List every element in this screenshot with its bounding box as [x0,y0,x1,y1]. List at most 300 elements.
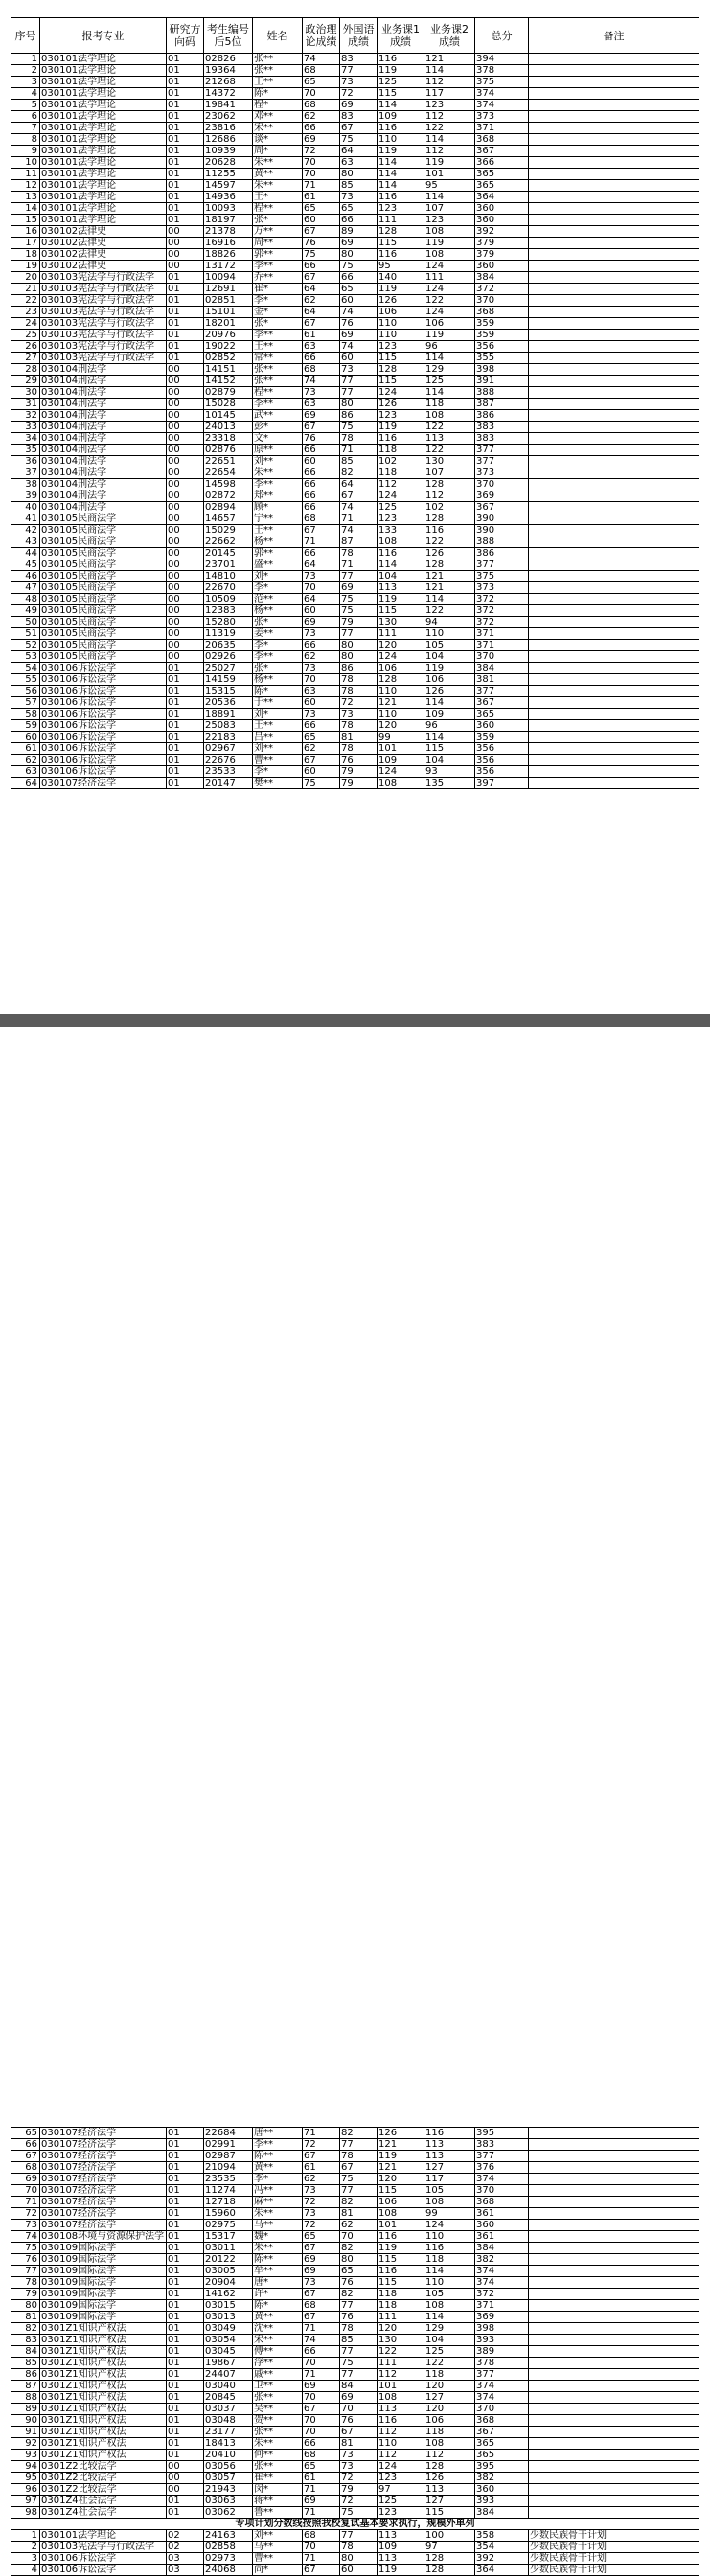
cell-total-score: 360 [475,261,529,272]
cell-foreign-language-score: 65 [340,203,378,215]
cell-foreign-language-score: 77 [340,387,378,399]
cell-name: 宁** [253,513,303,525]
cell-direction-code: 01 [167,192,204,203]
cell-total-score: 370 [475,651,529,663]
cell-politics-score: 70 [303,2392,340,2404]
cell-foreign-language-score: 69 [340,2392,378,2404]
cell-politics-score: 66 [303,123,340,134]
cell-subject2-score: 118 [424,2254,475,2266]
cell-major: 030107经济法学 [40,2220,167,2231]
cell-direction-code: 00 [167,525,204,536]
document-page-2 [0,1027,710,2575]
cell-index: 54 [11,663,40,674]
cell-subject2-score: 122 [424,123,475,134]
cell-total-score: 371 [475,2300,529,2312]
cell-foreign-language-score: 77 [340,571,378,582]
cell-subject1-score: 125 [378,77,424,88]
cell-index: 64 [11,778,40,789]
cell-remark [529,686,699,697]
table-row [11,123,699,134]
cell-subject1-score: 106 [378,2197,424,2208]
cell-index: 14 [11,203,40,215]
cell-exam-id: 14152 [204,376,253,387]
cell-subject1-score: 116 [378,123,424,134]
cell-total-score: 372 [475,2289,529,2300]
cell-exam-id: 11274 [204,2185,253,2197]
cell-direction-code: 00 [167,479,204,490]
cell-exam-id: 12686 [204,134,253,146]
cell-total-score: 377 [475,2369,529,2381]
table-row [11,594,699,605]
cell-remark [529,456,699,467]
cell-foreign-language-score: 81 [340,2438,378,2450]
cell-exam-id: 12691 [204,284,253,295]
cell-major: 030106诉讼法学 [40,743,167,755]
cell-exam-id: 02975 [204,2220,253,2231]
cell-index: 52 [11,640,40,651]
cell-foreign-language-score: 78 [340,548,378,559]
cell-index: 19 [11,261,40,272]
cell-total-score: 372 [475,284,529,295]
cell-name: 李* [253,766,303,778]
cell-exam-id: 14598 [204,479,253,490]
cell-direction-code: 01 [167,2323,204,2335]
cell-politics-score: 70 [303,169,340,180]
cell-direction-code: 01 [167,697,204,709]
cell-name: 张** [253,65,303,77]
cell-direction-code: 01 [167,2266,204,2277]
cell-exam-id: 02879 [204,387,253,399]
cell-remark [529,536,699,548]
cell-direction-code: 01 [167,2220,204,2231]
cell-name: 王** [253,525,303,536]
cell-remark [529,732,699,743]
cell-remark [529,65,699,77]
table-row [11,2553,699,2565]
table-row [11,2496,699,2507]
cell-direction-code: 00 [167,422,204,433]
cell-foreign-language-score: 74 [340,502,378,513]
cell-index: 2 [11,65,40,77]
table-row [11,2438,699,2450]
cell-subject2-score: 112 [424,2450,475,2461]
cell-remark [529,295,699,307]
cell-index: 32 [11,410,40,422]
cell-politics-score: 66 [303,548,340,559]
cell-total-score: 373 [475,582,529,594]
cell-foreign-language-score: 80 [340,2254,378,2266]
cell-foreign-language-score: 85 [340,180,378,192]
cell-subject1-score: 121 [378,2139,424,2151]
cell-remark [529,169,699,180]
cell-exam-id: 14597 [204,180,253,192]
cell-subject2-score: 108 [424,2438,475,2450]
cell-subject2-score: 113 [424,2484,475,2496]
cell-subject2-score: 121 [424,582,475,594]
table-row [11,2151,699,2162]
cell-major: 030107经济法学 [40,2197,167,2208]
cell-total-score: 372 [475,617,529,628]
cell-subject1-score: 109 [378,755,424,766]
cell-total-score: 378 [475,2358,529,2369]
cell-subject2-score: 115 [424,743,475,755]
cell-index: 44 [11,548,40,559]
table-row [11,249,699,261]
table-row [11,536,699,548]
cell-total-score: 359 [475,318,529,330]
cell-subject1-score: 130 [378,617,424,628]
cell-foreign-language-score: 60 [340,353,378,364]
cell-politics-score: 60 [303,697,340,709]
cell-exam-id: 15960 [204,2208,253,2220]
cell-index: 45 [11,559,40,571]
cell-total-score: 398 [475,364,529,376]
cell-politics-score: 67 [303,272,340,284]
cell-direction-code: 01 [167,743,204,755]
cell-major: 030101法学理论 [40,192,167,203]
table-row [11,513,699,525]
cell-direction-code: 01 [167,2369,204,2381]
table-row [11,2277,699,2289]
cell-remark [529,330,699,341]
cell-major: 030101法学理论 [40,65,167,77]
cell-politics-score: 66 [303,2438,340,2450]
cell-major: 030101法学理论 [40,180,167,192]
cell-name: 吴** [253,2404,303,2415]
table-row [11,2392,699,2404]
cell-major: 030109国际法学 [40,2277,167,2289]
cell-subject2-score: 126 [424,548,475,559]
cell-major: 0301Z2比较法学 [40,2484,167,2496]
cell-major: 030102法律史 [40,261,167,272]
cell-foreign-language-score: 78 [340,2542,378,2553]
cell-politics-score: 68 [303,100,340,111]
cell-name: 李* [253,295,303,307]
cell-remark [529,2243,699,2254]
cell-exam-id: 11255 [204,169,253,180]
cell-name: 张* [253,318,303,330]
table-row [11,617,699,628]
cell-remark [529,272,699,284]
cell-exam-id: 18197 [204,215,253,226]
table-row [11,399,699,410]
cell-major: 030104刑法学 [40,502,167,513]
cell-index: 1 [11,2530,40,2542]
cell-total-score: 386 [475,548,529,559]
header-direction-code: 研究方向码 [167,18,204,54]
cell-index: 88 [11,2392,40,2404]
cell-exam-id: 23177 [204,2427,253,2438]
cell-politics-score: 74 [303,376,340,387]
cell-total-score: 369 [475,2312,529,2323]
cell-foreign-language-score: 75 [340,605,378,617]
cell-exam-id: 12718 [204,2197,253,2208]
cell-remark [529,2496,699,2507]
cell-subject1-score: 124 [378,387,424,399]
table-row [11,559,699,571]
cell-major: 030103宪法学与行政法学 [40,295,167,307]
cell-total-score: 359 [475,330,529,341]
cell-politics-score: 61 [303,2473,340,2484]
table-row [11,54,699,65]
cell-remark [529,605,699,617]
cell-subject2-score: 118 [424,399,475,410]
cell-politics-score: 60 [303,766,340,778]
cell-remark [529,2277,699,2289]
table-row [11,2461,699,2473]
cell-exam-id: 21943 [204,2484,253,2496]
cell-foreign-language-score: 62 [340,2220,378,2231]
cell-politics-score: 64 [303,559,340,571]
cell-subject2-score: 112 [424,111,475,123]
cell-politics-score: 66 [303,502,340,513]
cell-subject1-score: 110 [378,686,424,697]
cell-politics-score: 69 [303,2496,340,2507]
table-row [11,272,699,284]
cell-total-score: 393 [475,2496,529,2507]
cell-index: 51 [11,628,40,640]
cell-foreign-language-score: 73 [340,2450,378,2461]
cell-foreign-language-score: 73 [340,709,378,720]
cell-index: 90 [11,2415,40,2427]
cell-major: 0301Z1知识产权法 [40,2392,167,2404]
cell-subject2-score: 135 [424,778,475,789]
cell-name: 原** [253,445,303,456]
cell-exam-id: 20845 [204,2392,253,2404]
cell-remark [529,513,699,525]
cell-exam-id: 03015 [204,2300,253,2312]
cell-remark [529,2381,699,2392]
cell-direction-code: 01 [167,330,204,341]
cell-subject1-score: 123 [378,513,424,525]
cell-politics-score: 69 [303,2381,340,2392]
cell-name: 杨** [253,605,303,617]
cell-index: 81 [11,2312,40,2323]
cell-politics-score: 64 [303,594,340,605]
cell-index: 7 [11,123,40,134]
cell-exam-id: 15028 [204,399,253,410]
cell-major: 030101法学理论 [40,157,167,169]
table-row [11,65,699,77]
cell-foreign-language-score: 76 [340,2415,378,2427]
cell-exam-id: 02872 [204,490,253,502]
cell-direction-code: 01 [167,54,204,65]
cell-total-score: 390 [475,525,529,536]
cell-foreign-language-score: 78 [340,674,378,686]
cell-subject2-score: 113 [424,2151,475,2162]
cell-politics-score: 68 [303,2300,340,2312]
cell-name: 魏* [253,2231,303,2243]
cell-subject1-score: 114 [378,157,424,169]
cell-index: 74 [11,2231,40,2243]
cell-subject2-score: 122 [424,2358,475,2369]
cell-total-score: 374 [475,100,529,111]
cell-exam-id: 02991 [204,2139,253,2151]
cell-name: 陈* [253,2300,303,2312]
cell-exam-id: 20635 [204,640,253,651]
cell-exam-id: 12383 [204,605,253,617]
cell-name: 刘* [253,571,303,582]
cell-total-score: 370 [475,2404,529,2415]
cell-exam-id: 03049 [204,2323,253,2335]
cell-index: 66 [11,2139,40,2151]
cell-remark [529,2128,699,2139]
cell-major: 030107经济法学 [40,778,167,789]
cell-politics-score: 68 [303,65,340,77]
table-row [11,2208,699,2220]
cell-total-score: 372 [475,594,529,605]
cell-politics-score: 68 [303,2450,340,2461]
cell-direction-code: 01 [167,2300,204,2312]
cell-direction-code: 01 [167,2335,204,2346]
table-row [11,295,699,307]
cell-exam-id: 14151 [204,364,253,376]
header-foreign-language-score: 外国语成绩 [340,18,378,54]
cell-subject1-score: 124 [378,766,424,778]
cell-foreign-language-score: 75 [340,2174,378,2185]
cell-remark [529,146,699,157]
cell-name: 朱** [253,2243,303,2254]
cell-subject2-score: 116 [424,2243,475,2254]
cell-major: 0301Z1知识产权法 [40,2404,167,2415]
table-row [11,2565,699,2576]
cell-subject2-score: 118 [424,2427,475,2438]
cell-direction-code: 01 [167,2312,204,2323]
cell-direction-code: 01 [167,2128,204,2139]
cell-direction-code: 00 [167,513,204,525]
cell-remark [529,582,699,594]
cell-remark [529,364,699,376]
cell-direction-code: 01 [167,2197,204,2208]
cell-subject2-score: 128 [424,2461,475,2473]
cell-exam-id: 03005 [204,2266,253,2277]
cell-remark: 少数民族骨干计划 [529,2542,699,2553]
cell-remark [529,766,699,778]
cell-politics-score: 68 [303,513,340,525]
cell-subject2-score: 114 [424,134,475,146]
cell-remark [529,2151,699,2162]
cell-subject1-score: 124 [378,490,424,502]
table-row [11,376,699,387]
cell-subject2-score: 114 [424,387,475,399]
cell-total-score: 384 [475,272,529,284]
cell-subject1-score: 116 [378,548,424,559]
cell-total-score: 356 [475,755,529,766]
cell-total-score: 381 [475,674,529,686]
table-row [11,364,699,376]
cell-subject2-score: 124 [424,261,475,272]
cell-politics-score: 66 [303,2346,340,2358]
cell-major: 030101法学理论 [40,215,167,226]
cell-name: 谈* [253,134,303,146]
cell-subject2-score: 113 [424,2139,475,2151]
cell-name: 闵* [253,2484,303,2496]
cell-exam-id: 23062 [204,111,253,123]
cell-major: 030104刑法学 [40,399,167,410]
cell-major: 030106诉讼法学 [40,720,167,732]
cell-subject1-score: 116 [378,2415,424,2427]
cell-index: 17 [11,238,40,249]
cell-politics-score: 67 [303,755,340,766]
cell-subject1-score: 108 [378,536,424,548]
cell-subject2-score: 128 [424,559,475,571]
cell-subject1-score: 119 [378,284,424,295]
cell-name: 吕** [253,732,303,743]
cell-major: 030101法学理论 [40,203,167,215]
cell-name: 张** [253,2461,303,2473]
cell-major: 030103宪法学与行政法学 [40,284,167,295]
cell-remark [529,2507,699,2519]
cell-foreign-language-score: 77 [340,2139,378,2151]
cell-direction-code: 01 [167,2392,204,2404]
cell-subject2-score: 117 [424,2174,475,2185]
cell-name: 戚** [253,2369,303,2381]
cell-remark [529,2266,699,2277]
cell-remark [529,88,699,100]
cell-remark [529,640,699,651]
cell-index: 4 [11,88,40,100]
cell-remark [529,663,699,674]
cell-name: 邓** [253,111,303,123]
cell-exam-id: 03048 [204,2415,253,2427]
table-row [11,571,699,582]
cell-politics-score: 70 [303,2358,340,2369]
cell-subject1-score: 112 [378,2369,424,2381]
cell-total-score: 355 [475,353,529,364]
cell-major: 030101法学理论 [40,2530,167,2542]
cell-exam-id: 10094 [204,272,253,284]
cell-subject2-score: 107 [424,203,475,215]
cell-major: 030104刑法学 [40,445,167,456]
cell-subject2-score: 93 [424,766,475,778]
cell-name: 周** [253,238,303,249]
cell-direction-code: 01 [167,111,204,123]
cell-index: 39 [11,490,40,502]
cell-remark [529,387,699,399]
cell-remark [529,548,699,559]
cell-total-score: 375 [475,571,529,582]
cell-total-score: 373 [475,111,529,123]
cell-index: 9 [11,146,40,157]
cell-total-score: 365 [475,709,529,720]
cell-index: 22 [11,295,40,307]
cell-total-score: 374 [475,88,529,100]
table-row [11,2369,699,2381]
cell-politics-score: 65 [303,203,340,215]
cell-name: 樊** [253,778,303,789]
cell-remark [529,502,699,513]
cell-name: 沈** [253,2323,303,2335]
cell-remark [529,479,699,490]
cell-direction-code: 00 [167,410,204,422]
cell-index: 24 [11,318,40,330]
cell-subject2-score: 105 [424,2289,475,2300]
cell-name: 刘** [253,456,303,467]
table-row [11,284,699,295]
cell-subject2-score: 130 [424,456,475,467]
table-row [11,2358,699,2369]
cell-subject1-score: 115 [378,238,424,249]
table-row [11,479,699,490]
cell-subject2-score: 108 [424,249,475,261]
cell-exam-id: 23533 [204,766,253,778]
cell-name: 郭** [253,548,303,559]
cell-remark [529,2208,699,2220]
cell-foreign-language-score: 82 [340,467,378,479]
cell-foreign-language-score: 79 [340,766,378,778]
cell-remark [529,2289,699,2300]
cell-name: 张** [253,376,303,387]
